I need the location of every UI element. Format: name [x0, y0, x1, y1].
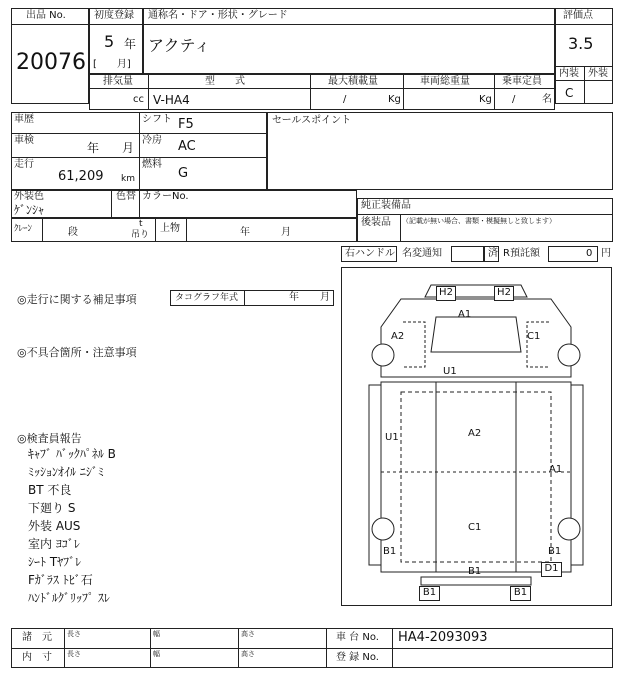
- aftermarket-note: （記載が無い場合、書類・模擬無しと致します）: [402, 217, 556, 225]
- inspector-line: Fｶﾞﾗｽ ﾄﾋﾞ石: [28, 573, 93, 587]
- ext-color-label: 外装色: [14, 191, 44, 202]
- fuel-value: G: [178, 166, 189, 181]
- shaken-month-unit: 月: [122, 141, 135, 155]
- name-change-label: 名変通知: [402, 248, 442, 259]
- load-kg-unit: Kg: [388, 94, 401, 105]
- r-deposit-label: R預託額: [503, 248, 540, 259]
- inspector-line: ﾐｯｼｮﾝｵｲﾙ ﾆｼﾞﾐ: [28, 465, 104, 479]
- sales-point-label: セールスポイント: [272, 115, 352, 126]
- defects-title: ◎不具合箇所・注意事項: [17, 346, 137, 359]
- mark-u1-side: U1: [385, 432, 399, 443]
- month-bracket: [ 月]: [93, 59, 131, 70]
- specs-label: 諸 元: [22, 632, 52, 643]
- chassis-label: 車 台 No.: [336, 632, 379, 643]
- capacity-label: 乗車定員: [502, 76, 542, 87]
- lot-number: 20076: [16, 50, 86, 75]
- recycle-box: [484, 246, 499, 262]
- mark-b1-rear: B1: [468, 566, 482, 577]
- first-reg-label: 初度登録: [94, 10, 134, 21]
- name-change-box: [451, 246, 484, 262]
- ac-label: 冷房: [142, 135, 162, 146]
- mark-h2-right: H2: [494, 286, 514, 301]
- interior-grade: C: [565, 86, 574, 100]
- inner-dim-label: 内 寸: [22, 652, 52, 663]
- crane-hoist-unit: 吊り: [131, 230, 150, 240]
- exterior-label: 外装: [588, 68, 608, 79]
- tacho-month-unit: 月: [320, 292, 330, 303]
- load-slash: /: [343, 94, 347, 105]
- inner-height-label: 高さ: [241, 650, 255, 658]
- r-deposit-value: 0: [586, 248, 593, 259]
- mark-a1-top: A1: [458, 309, 472, 320]
- mark-b1-bumper-right: B1: [510, 586, 531, 601]
- crane-label: ｸﾚｰﾝ: [14, 224, 33, 234]
- spec-height-label: 高さ: [241, 630, 255, 638]
- gross-weight-label: 車両総重量: [420, 76, 470, 87]
- history-label: 車歴: [14, 114, 34, 125]
- mark-b1-left-wheel: B1: [383, 546, 397, 557]
- inspector-report-title: ◎検査員報告: [17, 432, 82, 445]
- crane-step-unit: 段: [68, 227, 78, 238]
- score-label: 評価点: [563, 10, 593, 21]
- inspector-line: 下廻り S: [28, 501, 76, 515]
- mark-a2-bed: A2: [468, 428, 482, 439]
- registration-label: 登 録 No.: [336, 652, 379, 663]
- inspector-line: BT 不良: [28, 483, 72, 497]
- capacity-slash: /: [512, 94, 516, 105]
- displacement-label: 排気量: [103, 76, 133, 87]
- ext-color-value: ｹﾞﾝｼｬ: [14, 203, 45, 217]
- loading-month-unit: 月: [281, 227, 291, 238]
- model-code: V-HA4: [153, 93, 190, 107]
- km-unit: km: [121, 174, 135, 184]
- inspector-line: 外装 AUS: [28, 519, 81, 533]
- people-unit: 名: [542, 94, 552, 105]
- mark-b1-bumper-left: B1: [419, 586, 440, 601]
- inspector-line: ｷｬﾌﾞ ﾊﾞｯｸﾊﾟﾈﾙ B: [28, 447, 116, 461]
- mark-h2-left: H2: [436, 286, 456, 301]
- ac-value: AC: [178, 139, 196, 154]
- inspector-line: ｼｰﾄ Tﾔﾌﾞﾚ: [28, 555, 82, 569]
- handle-value: 右ハンドル: [345, 248, 395, 259]
- max-load-label: 最大積載量: [328, 76, 378, 87]
- lot-label: 出品 No.: [26, 10, 66, 21]
- inner-width-label: 幅: [153, 650, 160, 658]
- inner-length-label: 長さ: [67, 650, 81, 658]
- mark-a1-side: A1: [549, 464, 563, 475]
- yen-unit: 円: [601, 248, 611, 259]
- car-name-label: 通称名・ドア・形状・グレード: [148, 10, 288, 21]
- inspector-line: ﾊﾝﾄﾞﾙｸﾞﾘｯﾌﾟ ｽﾚ: [28, 591, 110, 605]
- fuel-label: 燃料: [142, 159, 162, 170]
- crane-box: [11, 218, 357, 242]
- crane-ton-unit: t: [139, 219, 143, 229]
- mark-a2-left: A2: [391, 331, 405, 342]
- cc-unit: cc: [133, 94, 144, 105]
- loading-year-unit: 年: [240, 227, 250, 238]
- mark-u1-cab: U1: [443, 366, 457, 377]
- mileage-label: 走行: [14, 159, 34, 170]
- driving-notes-title: ◎走行に関する補足事項: [17, 293, 137, 306]
- tachograph-label: タコグラフ年式: [175, 293, 239, 303]
- inspector-line: 室内 ﾖｺﾞﾚ: [28, 537, 80, 551]
- recycle-done-label: 済: [488, 248, 498, 259]
- color-code-label: カラーNo.: [142, 191, 189, 202]
- mark-d1-rear: D1: [541, 562, 562, 577]
- mark-b1-right-wheel: B1: [548, 546, 562, 557]
- car-name: アクティ: [148, 36, 211, 55]
- mileage-value: 61,209: [58, 169, 104, 184]
- first-reg-year: 5: [104, 32, 115, 51]
- chassis-number: HA4-2093093: [398, 630, 488, 645]
- gross-kg-unit: Kg: [479, 94, 492, 105]
- year-unit: 年: [124, 37, 137, 51]
- loading-label: 上物: [160, 223, 180, 234]
- mark-c1-bed: C1: [468, 522, 482, 533]
- shaken-label: 車検: [14, 135, 34, 146]
- shaken-year-unit: 年: [87, 141, 100, 155]
- shift-value: F5: [178, 117, 194, 132]
- interior-label: 内装: [559, 68, 579, 79]
- aftermarket-label: 後装品: [361, 217, 391, 228]
- tacho-year-unit: 年: [289, 292, 299, 303]
- model-label: 型 式: [205, 76, 245, 87]
- genuine-equipment-label: 純正装備品: [361, 200, 411, 211]
- score-value: 3.5: [568, 34, 594, 53]
- spec-width-label: 幅: [153, 630, 160, 638]
- spec-length-label: 長さ: [67, 630, 81, 638]
- color-change-label: 色替: [116, 191, 136, 202]
- shift-label: シフト: [142, 114, 172, 125]
- mark-c1-right: C1: [527, 331, 541, 342]
